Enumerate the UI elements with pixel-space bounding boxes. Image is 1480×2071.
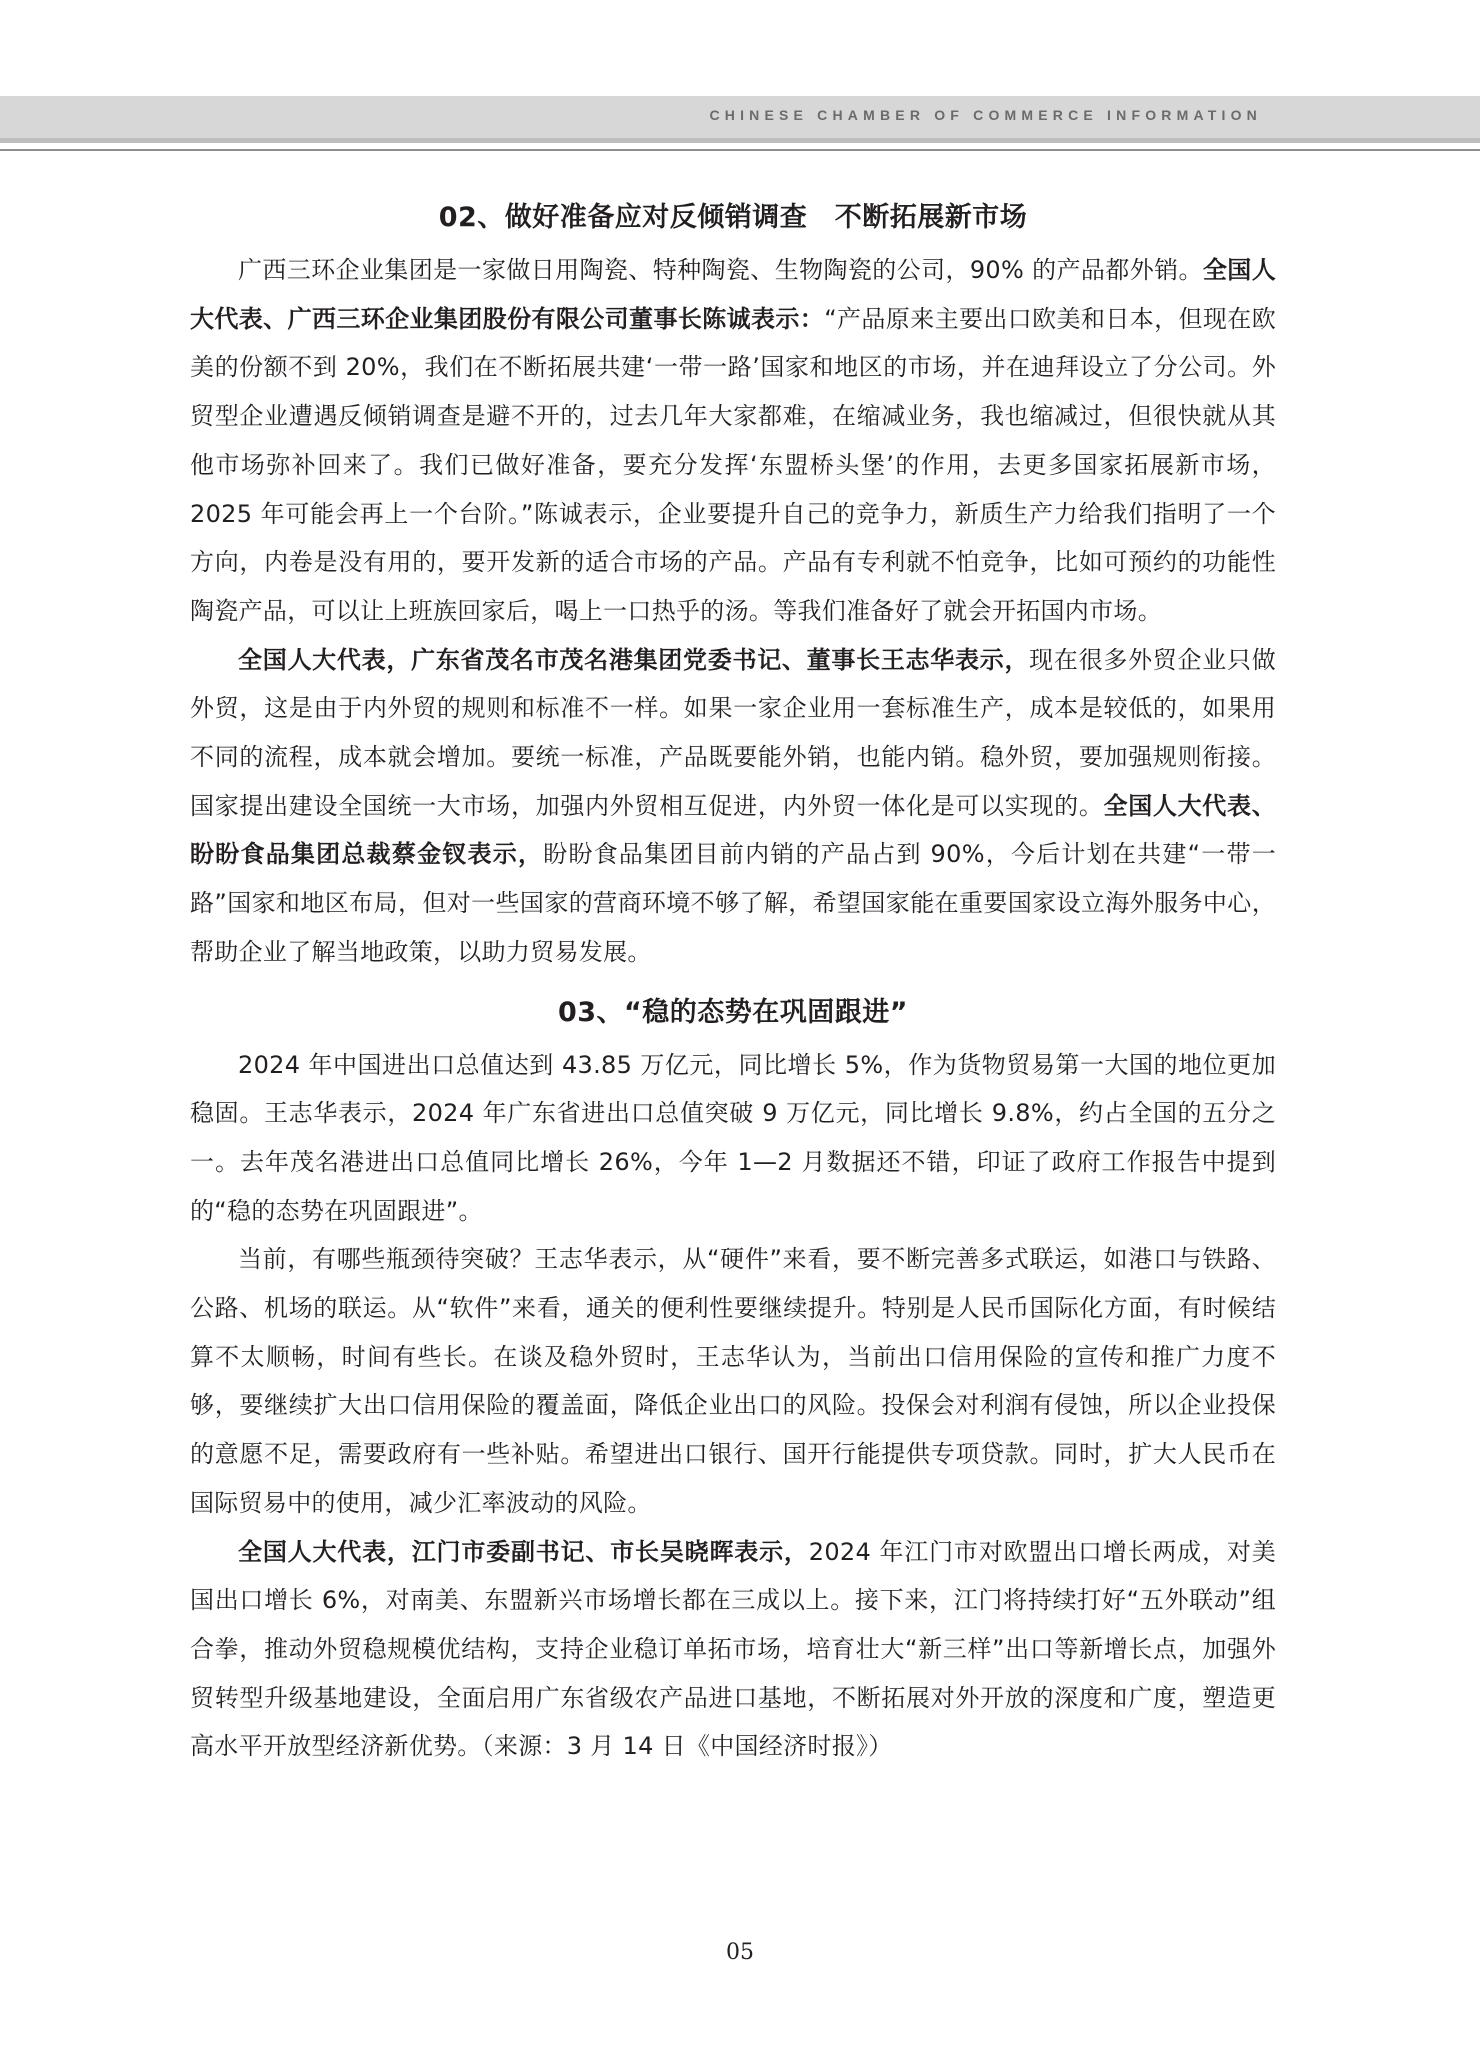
header-rule (0, 149, 1480, 151)
speaker-attribution: 全国人大代表，江门市委副书记、市长吴晓晖表示， (238, 1537, 809, 1566)
paragraph (190, 246, 1276, 636)
header-band-shadow (0, 138, 1480, 143)
header-rule-light (0, 145, 1480, 148)
paragraph-text: 2024 年江门市对欧盟出口增长两成，对美国出口增长 6%，对南美、东盟新兴市场增长都在三成以上。接下来，江门将持续打好“五外联动”组合拳，推动外贸稳规模优结构，支持企业稳订单拓市场，培育壮大“新三样”出口等新增长点，加强外贸转型升级基地建设，全面启用广东省级农产品进口基地，不断拓展对外开放的深度和广度，塑造更高水平开放型经济新优势。（来源：3 月 14 日《中国经济时报》） (190, 1537, 1276, 1761)
masthead-text: CHINESE CHAMBER OF COMMERCE INFORMATION (709, 107, 1262, 123)
section-heading-02: 02、做好准备应对反倾销调查 不断拓展新市场 (438, 202, 1028, 233)
paragraph (190, 1041, 1276, 1236)
paragraph (190, 636, 1276, 977)
paragraph-text: 当前，有哪些瓶颈待突破？王志华表示，从“硬件”来看，要不断完善多式联运，如港口与铁路、公路、机场的联运。从“软件”来看，通关的便利性要继续提升。特别是人民币国际化方面，有时候结算不太顺畅，时间有些长。在谈及稳外贸时，王志华认为，当前出口信用保险的宣传和推广力度不够，要继续扩大出口信用保险的覆盖面，降低企业出口的风险。投保会对利润有侵蚀，所以企业投保的意愿不足，需要政府有一些补贴。希望进出口银行、国开行能提供专项贷款。同时，扩大人民币在国际贸易中的使用，减少汇率波动的风险。 (190, 1245, 1276, 1517)
paragraph (190, 1235, 1276, 1527)
speaker-attribution: 全国人大代表、盼盼食品集团总裁蔡金钗表示， (190, 791, 1276, 869)
speaker-attribution: 全国人大代表、广西三环企业集团股份有限公司董事长陈诚表示： (190, 256, 1276, 333)
paragraph-text: 2024 年中国进出口总值达到 43.85 万亿元，同比增长 5%，作为货物贸易第一大国的地位更加稳固。王志华表示，2024 年广东省进出口总值突破 9 万亿元，同比增长 9.8%，约占全国的五分之一。去年茂名港进出口总值同比增长 26%，今年 1—2 月数据还不错，印证了政府工作报告中提到的“稳的态势在巩固跟进”。 (190, 1050, 1276, 1225)
article-body (190, 194, 1276, 1771)
page-number: 05 (726, 1940, 754, 1965)
paragraph-text: 盼盼食品集团目前内销的产品占到 90%，今后计划在共建“一带一路”国家和地区布局，但对一些国家的营商环境不够了解，希望国家能在重要国家设立海外服务中心，帮助企业了解当地政策，以助力贸易发展。 (190, 840, 1276, 966)
paragraph (190, 1528, 1276, 1772)
section-heading-03: 03、“稳的态势在巩固跟进” (557, 996, 909, 1028)
paragraph-text: “产品原来主要出口欧美和日本，但现在欧美的份额不到 20%，我们在不断拓展共建‘一带一路’国家和地区的市场，并在迪拜设立了分公司。外贸型企业遭遇反倾销调查是避不开的，过去几年大家都难，在缩减业务，我也缩减过，但很快就从其他市场弥补回来了。我们已做好准备，要充分发挥‘东盟桥头堡’的作用，去更多国家拓展新市场，2025 年可能会再上一个台阶。”陈诚表示，企业要提升自己的竞争力，新质生产力给我们指明了一个方向，内卷是没有用的，要开发新的适合市场的产品。产品有专利就不怕竞争，比如可预约的功能性陶瓷产品，可以让上班族回家后，喝上一口热乎的汤。等我们准备好了就会开拓国内市场。 (190, 304, 1276, 625)
paragraph-text: 现在很多外贸企业只做外贸，这是由于内外贸的规则和标准不一样。如果一家企业用一套标准生产，成本是较低的，如果用不同的流程，成本就会增加。要统一标准，产品既要能外销，也能内销。稳外贸，要加强规则衔接。国家提出建设全国统一大市场，加强内外贸相互促进，内外贸一体化是可以实现的。 (190, 645, 1276, 820)
speaker-attribution: 全国人大代表，广东省茂名市茂名港集团党委书记、董事长王志华表示， (238, 645, 1030, 674)
paragraph-text: 广西三环企业集团是一家做日用陶瓷、特种陶瓷、生物陶瓷的公司，90% 的产品都外销。 (238, 256, 1203, 284)
